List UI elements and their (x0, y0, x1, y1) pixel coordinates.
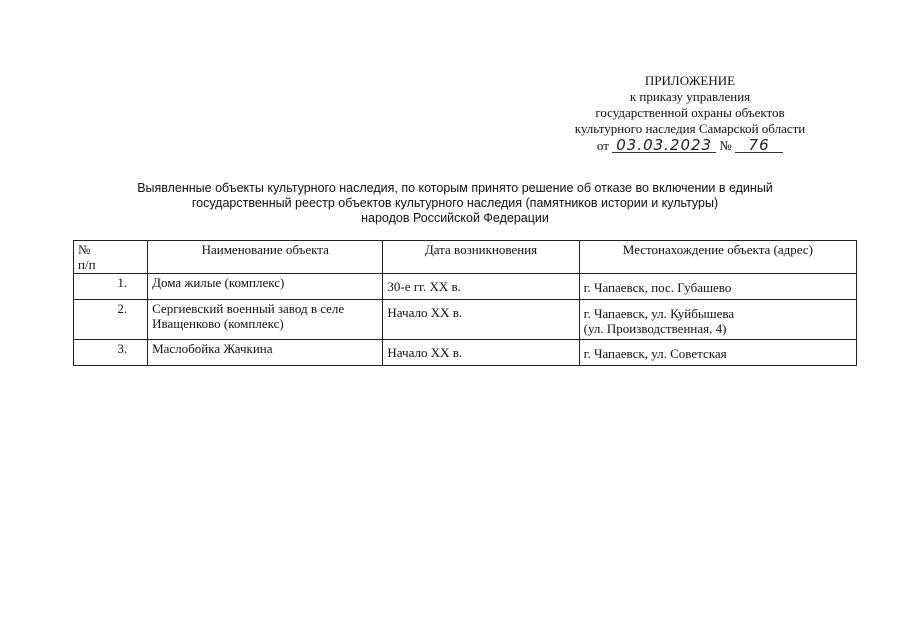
appendix-line: культурного наследия Самарской области (574, 121, 806, 136)
table-row (74, 274, 857, 300)
cell-date: Начало XX в. (383, 340, 579, 366)
appendix-heading: ПРИЛОЖЕНИЕ (644, 73, 736, 88)
header-name: Наименование объекта (148, 241, 383, 274)
header-location: Местонахождение объекта (адрес) (579, 241, 856, 274)
handwritten-date: 03.03.2023 (612, 139, 716, 153)
title-line: Выявленные объекты культурного наследия, по которым принято решение об отказе во включении в единый (137, 181, 773, 195)
cell-location: г. Чапаевск, пос. Губашево (579, 274, 856, 300)
number-prefix: № (719, 138, 732, 153)
cell-location: г. Чапаевск, ул. Куйбышева (ул. Производственная, 4) (579, 300, 856, 340)
heritage-objects-table (73, 240, 857, 366)
cell-name: Дома жилые (комплекс) (148, 274, 383, 300)
table-row (74, 300, 857, 340)
title-line: государственный реестр объектов культурного наследия (памятников истории и культуры) (191, 196, 719, 210)
date-prefix: от (596, 138, 609, 153)
cell-name: Маслобойка Жачкина (148, 340, 383, 366)
cell-location: г. Чапаевск, ул. Советская (579, 340, 856, 366)
cell-date: Начало XX в. (383, 300, 579, 340)
order-date-number (540, 138, 840, 154)
cell-date: 30-е гг. XX в. (383, 274, 579, 300)
handwritten-number: 76 (735, 139, 783, 153)
cell-number: 2. (74, 300, 148, 340)
table-header-row (74, 241, 857, 274)
cell-name: Сергиевский военный завод в селе Иващенково (комплекс) (148, 300, 383, 340)
appendix-line: государственной охраны объектов (595, 105, 785, 120)
header-number: № п/п (74, 241, 148, 274)
cell-number: 3. (74, 340, 148, 366)
appendix-block (540, 73, 840, 154)
document-title (90, 181, 820, 226)
title-line: народов Российской Федерации (361, 211, 549, 225)
table-row (74, 340, 857, 366)
appendix-line: к приказу управления (629, 89, 751, 104)
cell-number: 1. (74, 274, 148, 300)
header-date: Дата возникновения (383, 241, 579, 274)
